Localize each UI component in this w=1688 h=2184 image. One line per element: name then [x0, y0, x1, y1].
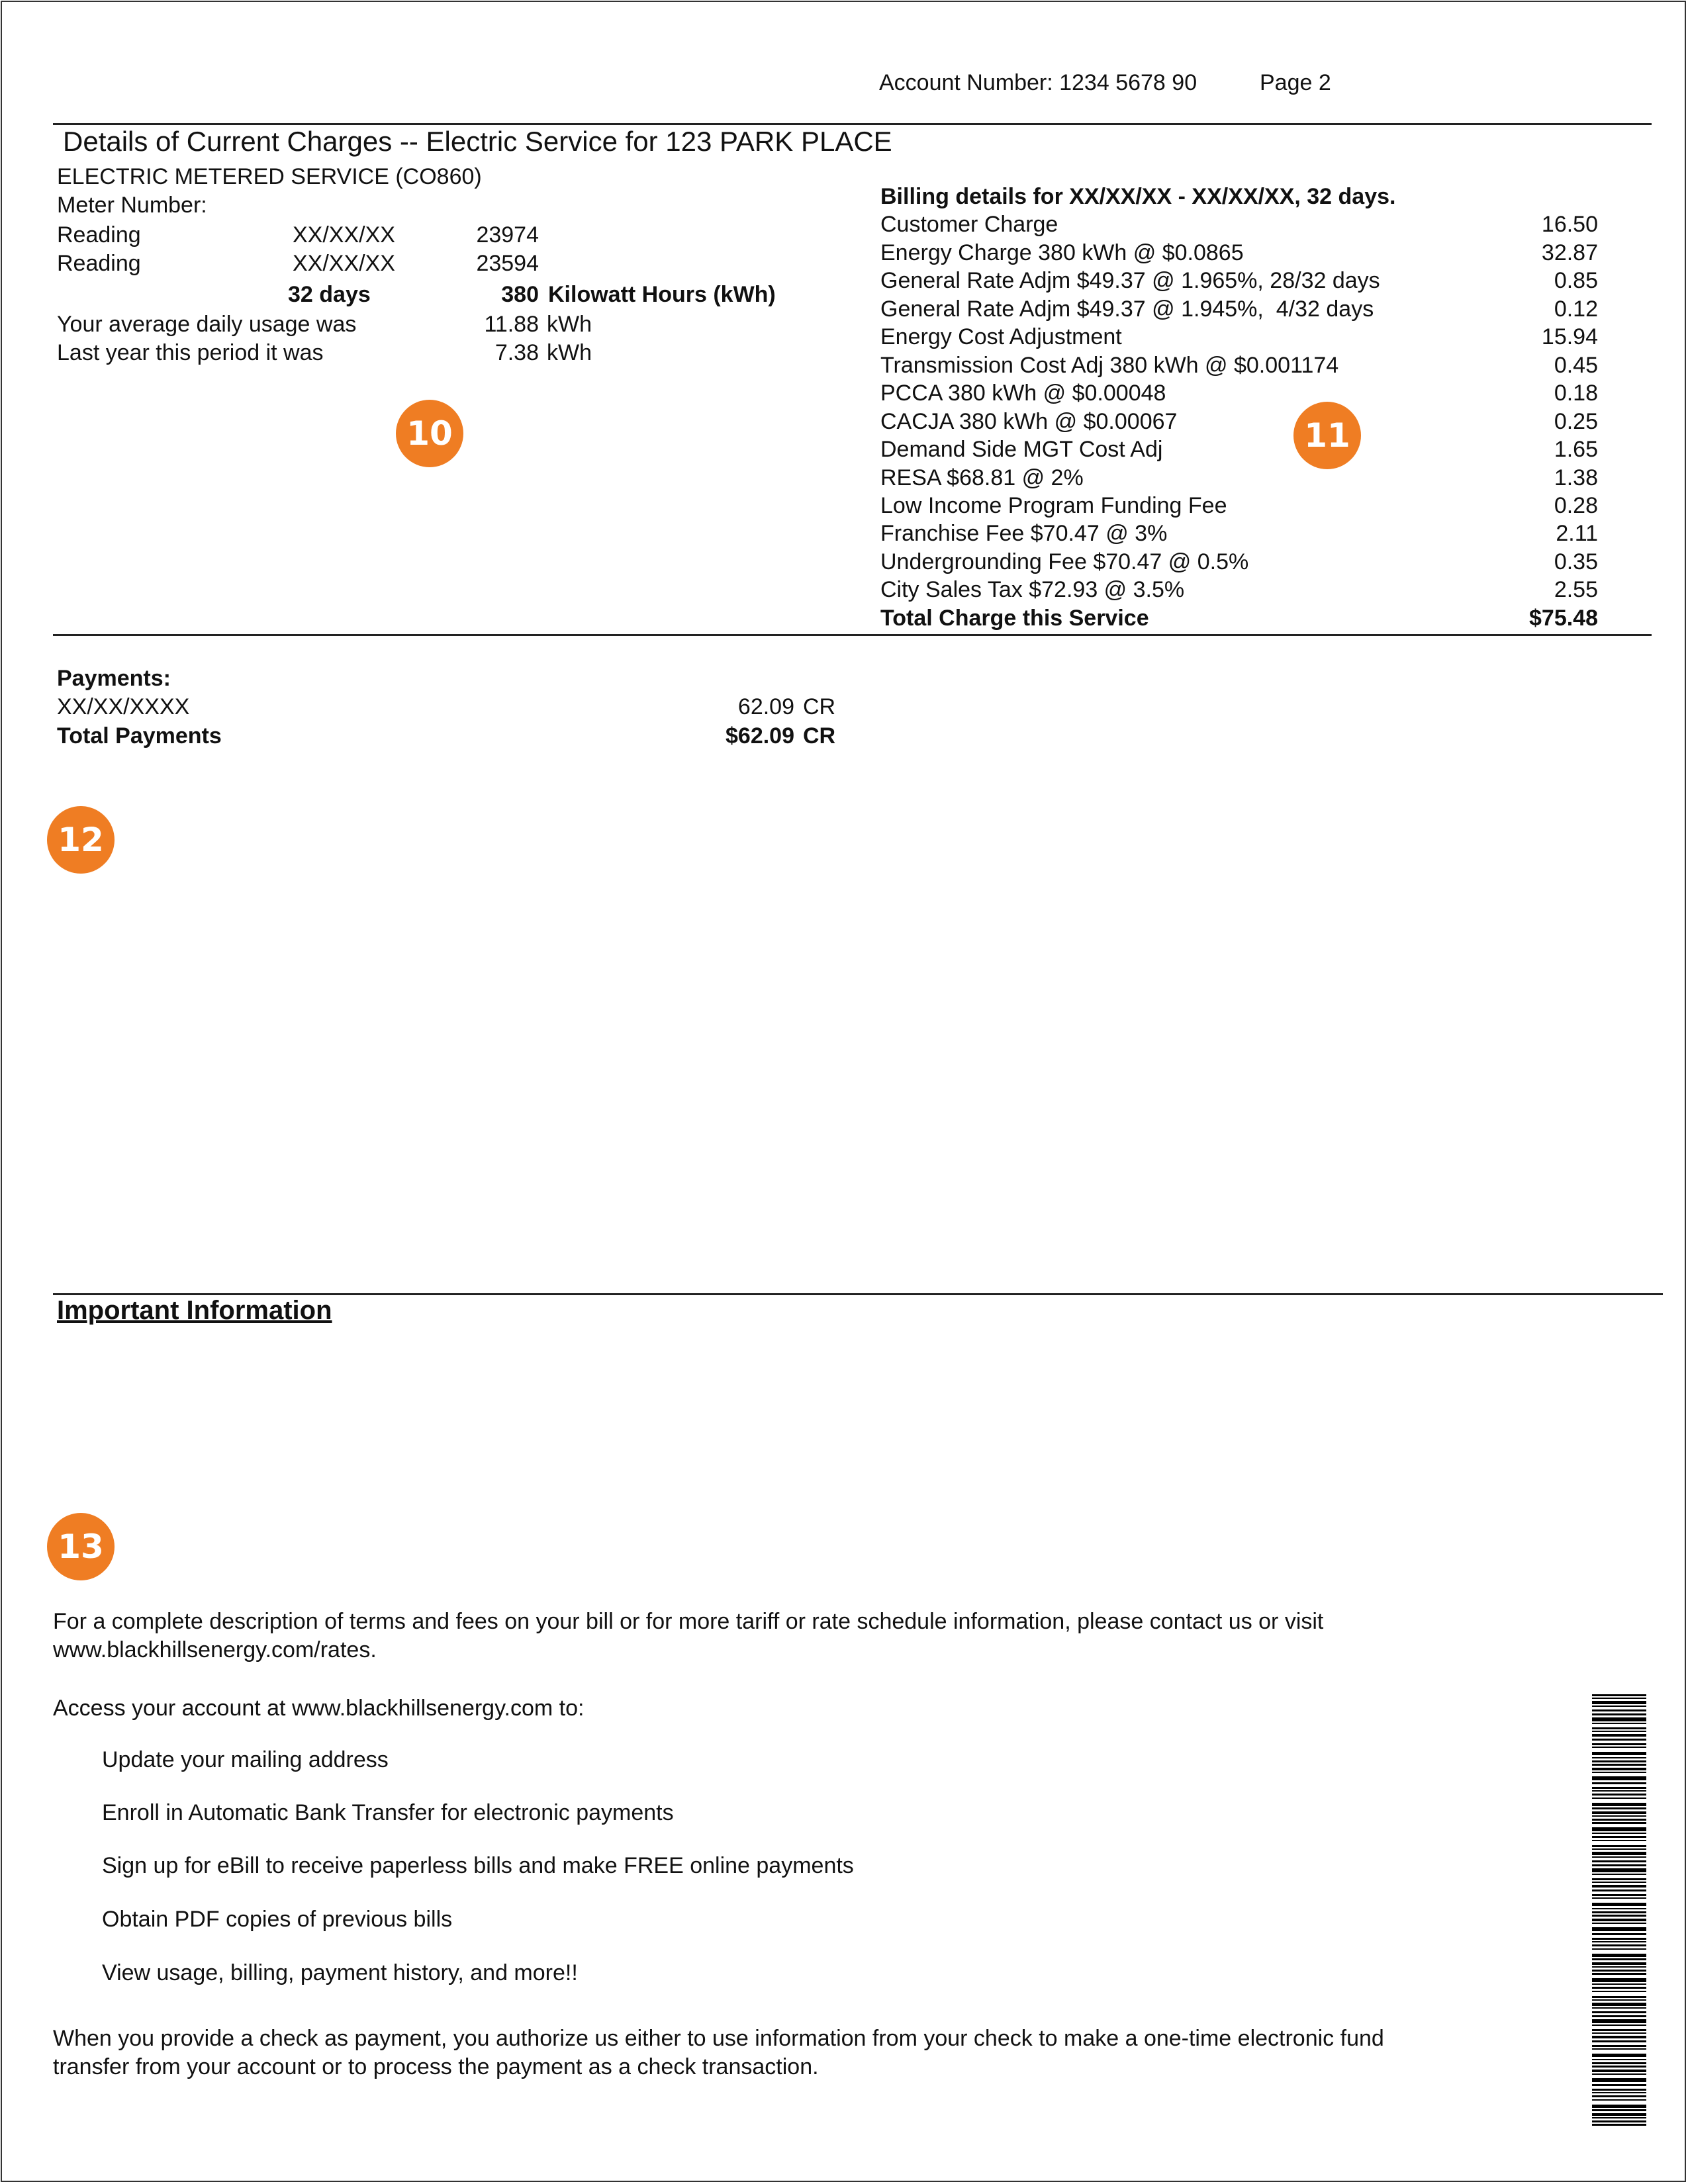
barcode-bar [1592, 1713, 1646, 1715]
barcode-bar [1592, 1941, 1646, 1942]
charges-divider [53, 634, 1652, 636]
last-year-label: Last year this period it was [57, 340, 324, 365]
barcode-bar [1592, 2032, 1646, 2034]
reading-label: Reading [57, 222, 141, 248]
barcode-bar [1592, 1782, 1646, 1784]
service-title: Details of Current Charges -- Electric Service for 123 PARK PLACE [63, 126, 892, 157]
charge-label: PCCA 380 kWh @ $0.00048 [880, 381, 1166, 406]
charge-label: Energy Cost Adjustment [880, 324, 1122, 349]
charge-label: Undergrounding Fee $70.47 @ 0.5% [880, 549, 1249, 574]
callout-badge-11: 11 [1293, 402, 1361, 469]
charge-amount: 0.28 [1554, 493, 1598, 518]
barcode-bar [1592, 1815, 1646, 1817]
total-payments-amount: $62.09 [726, 723, 794, 749]
barcode-bar [1592, 1797, 1646, 1799]
barcode-bar [1592, 2124, 1646, 2126]
barcode-bar [1592, 1727, 1646, 1729]
barcode-bar [1592, 1768, 1646, 1770]
charge-label: Transmission Cost Adj 380 kWh @ $0.001174 [880, 353, 1339, 378]
charge-label: City Sales Tax $72.93 @ 3.5% [880, 577, 1185, 602]
barcode-bar [1592, 1897, 1646, 1899]
list-item: Update your mailing address [102, 1747, 389, 1772]
billing-days: 32 days [288, 282, 371, 307]
charge-label: General Rate Adjm $49.37 @ 1.965%, 28/32 days [880, 268, 1380, 293]
barcode-bar [1592, 1772, 1646, 1773]
barcode-bar [1592, 1860, 1646, 1862]
barcode-bar [1592, 1734, 1646, 1737]
important-info-heading: Important Information [57, 1296, 332, 1325]
charge-amount: 2.11 [1556, 521, 1598, 546]
reading-date: XX/XX/XX [293, 251, 395, 276]
barcode-bar [1592, 1983, 1646, 1985]
charge-label: Demand Side MGT Cost Adj [880, 437, 1163, 462]
barcode-bar [1592, 1944, 1646, 1946]
list-item: Sign up for eBill to receive paperless bills and make FREE online payments [102, 1853, 854, 1878]
barcode-bar [1592, 2011, 1646, 2013]
reading-value: 23974 [476, 222, 539, 248]
barcode-bar [1592, 2073, 1646, 2075]
account-number: Account Number: 1234 5678 90 [879, 70, 1197, 95]
terms-description: For a complete description of terms and fees on your bill or for more tariff or rate schedule information, please contact us or visit www.blackhillsenergy.com/rates. [53, 1609, 1324, 1662]
payments-heading: Payments: [57, 666, 171, 691]
list-item: View usage, billing, payment history, and more!! [102, 1960, 578, 1985]
billing-details-heading: Billing details for XX/XX/XX - XX/XX/XX, 32 days. [880, 184, 1396, 209]
barcode [1592, 1694, 1646, 2128]
barcode-bar [1592, 1852, 1646, 1855]
barcode-bar [1592, 1915, 1646, 1917]
charge-amount: 16.50 [1541, 212, 1598, 237]
barcode-bar [1592, 1811, 1646, 1814]
barcode-bar [1592, 1919, 1646, 1921]
barcode-bar [1592, 2070, 1646, 2072]
barcode-bar [1592, 1701, 1646, 1704]
barcode-bar [1592, 1966, 1646, 1968]
barcode-bar [1592, 1794, 1646, 1796]
barcode-bar [1592, 2113, 1646, 2116]
barcode-bar [1592, 1723, 1646, 1724]
avg-daily-unit: kWh [547, 312, 592, 337]
barcode-bar [1592, 2078, 1646, 2082]
barcode-bar [1592, 1908, 1646, 1909]
barcode-bar [1592, 1927, 1646, 1931]
barcode-bar [1592, 1698, 1646, 1699]
barcode-bar [1592, 1776, 1646, 1780]
barcode-bar [1592, 2003, 1646, 2006]
barcode-bar [1592, 1954, 1646, 1957]
payment-amount: 62.09 [737, 694, 794, 719]
reading-date: XX/XX/XX [293, 222, 395, 248]
total-charge-label: Total Charge this Service [880, 606, 1149, 631]
last-year-unit: kWh [547, 340, 592, 365]
callout-badge-12: 12 [47, 806, 115, 874]
charge-label: General Rate Adjm $49.37 @ 1.945%, 4/32 days [880, 296, 1374, 322]
barcode-bar [1592, 1874, 1646, 1875]
barcode-bar [1592, 1694, 1646, 1696]
usage-unit: Kilowatt Hours (kWh) [548, 282, 776, 307]
barcode-bar [1592, 1747, 1646, 1748]
barcode-bar [1592, 2015, 1646, 2017]
barcode-bar [1592, 1752, 1646, 1755]
barcode-bar [1592, 1836, 1646, 1838]
barcode-bar [1592, 2019, 1646, 2023]
barcode-bar [1592, 1911, 1646, 1913]
charge-amount: 1.65 [1554, 437, 1598, 462]
barcode-bar [1592, 1889, 1646, 1891]
barcode-bar [1592, 2109, 1646, 2111]
barcode-bar [1592, 1840, 1646, 1841]
barcode-bar [1592, 1856, 1646, 1858]
total-charge-amount: $75.48 [1529, 606, 1598, 631]
barcode-bar [1592, 2117, 1646, 2118]
barcode-bar [1592, 1999, 1646, 2001]
barcode-bar [1592, 1790, 1646, 1792]
barcode-bar [1592, 1978, 1646, 1982]
usage-kwh: 380 [501, 282, 539, 307]
barcode-bar [1592, 1973, 1646, 1975]
charge-amount: 0.25 [1554, 409, 1598, 434]
check-payment-notice: When you provide a check as payment, you authorize us either to use information from your check to make a one-time electronic fund transfer from your account or to process the payment as a check transaction. [53, 2026, 1384, 2079]
charge-label: Customer Charge [880, 212, 1058, 237]
barcode-bar [1592, 1868, 1646, 1872]
barcode-bar [1592, 1819, 1646, 1821]
barcode-bar [1592, 1731, 1646, 1732]
payment-suffix: CR [803, 694, 836, 719]
barcode-bar [1592, 1706, 1646, 1707]
barcode-bar [1592, 1760, 1646, 1762]
charge-amount: 0.45 [1554, 353, 1598, 378]
charge-label: CACJA 380 kWh @ $0.00067 [880, 409, 1178, 434]
barcode-bar [1592, 1787, 1646, 1789]
barcode-bar [1592, 2105, 1646, 2108]
barcode-bar [1592, 2089, 1646, 2091]
barcode-bar [1592, 2062, 1646, 2064]
charge-label: Low Income Program Funding Fee [880, 493, 1227, 518]
barcode-bar [1592, 1803, 1646, 1806]
charge-amount: 0.12 [1554, 296, 1598, 322]
barcode-bar [1592, 2120, 1646, 2122]
barcode-bar [1592, 1894, 1646, 1896]
charge-amount: 0.18 [1554, 381, 1598, 406]
charge-label: Franchise Fee $70.47 @ 3% [880, 521, 1168, 546]
barcode-bar [1592, 1938, 1646, 1940]
avg-daily-label: Your average daily usage was [57, 312, 357, 337]
charge-amount: 15.94 [1541, 324, 1598, 349]
charge-amount: 32.87 [1541, 240, 1598, 265]
avg-daily-value: 11.88 [484, 312, 539, 337]
callout-badge-10: 10 [396, 400, 463, 467]
header-divider [53, 123, 1652, 125]
barcode-bar [1592, 1822, 1646, 1824]
payment-date: XX/XX/XXXX [57, 694, 190, 719]
total-payments-label: Total Payments [57, 723, 222, 749]
barcode-bar [1592, 1827, 1646, 1831]
barcode-bar [1592, 1970, 1646, 1972]
charge-amount: 2.55 [1554, 577, 1598, 602]
barcode-bar [1592, 1833, 1646, 1834]
barcode-bar [1592, 1903, 1646, 1906]
barcode-bar [1592, 2007, 1646, 2009]
barcode-bar [1592, 1962, 1646, 1965]
barcode-bar [1592, 1987, 1646, 1989]
barcode-bar [1592, 1709, 1646, 1711]
barcode-bar [1592, 2048, 1646, 2050]
barcode-bar [1592, 2066, 1646, 2068]
barcode-bar [1592, 1882, 1646, 1883]
barcode-bar [1592, 2084, 1646, 2086]
barcode-bar [1592, 1948, 1646, 1950]
last-year-value: 7.38 [494, 340, 539, 365]
list-item: Enroll in Automatic Bank Transfer for electronic payments [102, 1800, 674, 1825]
barcode-bar [1592, 1878, 1646, 1880]
total-payments-suffix: CR [803, 723, 836, 749]
barcode-bar [1592, 1933, 1646, 1935]
important-divider [53, 1293, 1663, 1295]
barcode-bar [1592, 2025, 1646, 2026]
charge-amount: 0.85 [1554, 268, 1598, 293]
charge-amount: 0.35 [1554, 549, 1598, 574]
barcode-bar [1592, 2040, 1646, 2042]
barcode-bar [1592, 1717, 1646, 1721]
barcode-bar [1592, 2092, 1646, 2093]
barcode-bar [1592, 1807, 1646, 1809]
barcode-bar [1592, 1739, 1646, 1741]
charge-label: RESA $68.81 @ 2% [880, 465, 1084, 490]
barcode-bar [1592, 1923, 1646, 1924]
charge-amount: 1.38 [1554, 465, 1598, 490]
reading-label: Reading [57, 251, 141, 276]
callout-badge-13: 13 [47, 1513, 115, 1580]
access-intro: Access your account at www.blackhillsenergy.com to: [53, 1696, 585, 1721]
barcode-bar [1592, 1845, 1646, 1847]
reading-value: 23594 [476, 251, 539, 276]
barcode-bar [1592, 1885, 1646, 1888]
barcode-bar [1592, 1958, 1646, 1960]
barcode-bar [1592, 1864, 1646, 1866]
meter-number-label: Meter Number: [57, 193, 207, 218]
barcode-bar [1592, 2095, 1646, 2097]
barcode-bar [1592, 2029, 1646, 2031]
barcode-bar [1592, 1764, 1646, 1766]
barcode-bar [1592, 2036, 1646, 2038]
charge-label: Energy Charge 380 kWh @ $0.0865 [880, 240, 1244, 265]
barcode-bar [1592, 1991, 1646, 1992]
barcode-bar [1592, 1848, 1646, 1850]
barcode-bar [1592, 1996, 1646, 1998]
metered-service-label: ELECTRIC METERED SERVICE (CO860) [57, 164, 482, 189]
barcode-bar [1592, 2054, 1646, 2057]
barcode-bar [1592, 2045, 1646, 2047]
barcode-bar [1592, 2059, 1646, 2060]
barcode-bar [1592, 1757, 1646, 1758]
barcode-bar [1592, 1743, 1646, 1745]
barcode-bar [1592, 2099, 1646, 2101]
page-number: Page 2 [1260, 70, 1331, 95]
list-item: Obtain PDF copies of previous bills [102, 1907, 453, 1932]
